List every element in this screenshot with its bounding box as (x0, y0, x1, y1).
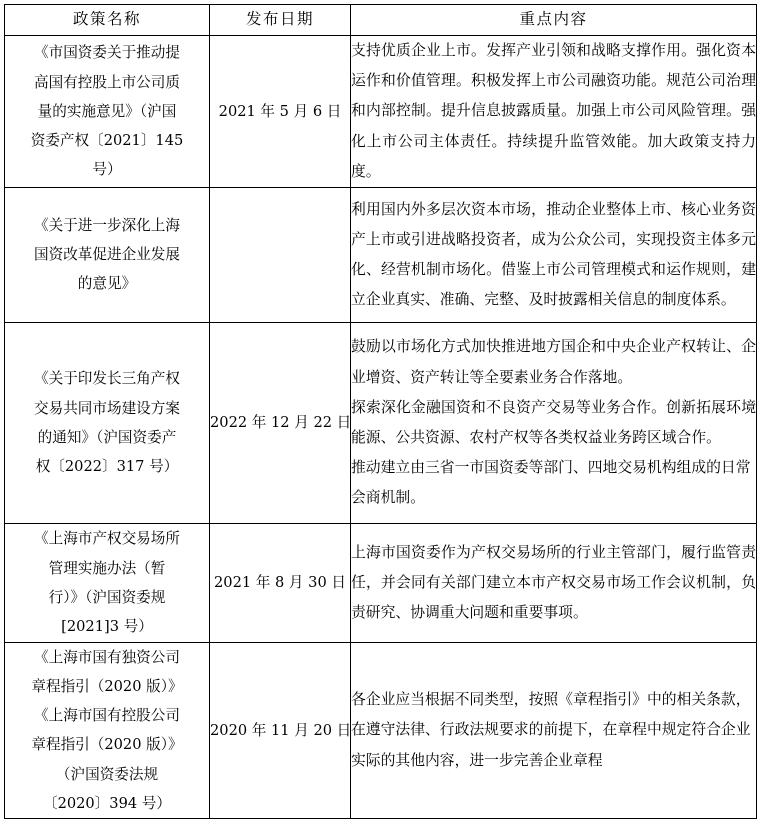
policy-name-cell (5, 36, 210, 188)
policy-name-line: 《关于进一步深化上海 (34, 217, 180, 235)
key-content-cell (351, 322, 757, 523)
key-content-cell (351, 642, 757, 818)
key-content-paragraph: 鼓励以市场化方式加快推进地方国企和中央企业产权转让、企业增资、资产转让等全要素业务合作落地。 (351, 338, 756, 386)
policy-name-cell (5, 187, 210, 322)
policy-name-line: 《关于印发长三角产权 (34, 370, 180, 388)
column-header-policy-name (5, 5, 210, 36)
policy-name-line: 国资改革促进企业发展 (34, 246, 180, 264)
key-content-cell (351, 36, 757, 188)
policy-name-line: [2021]3 号） (61, 618, 153, 636)
column-header-key-content (351, 5, 757, 36)
policy-name-line: （沪国资委法规 (55, 765, 159, 783)
key-content-cell (351, 523, 757, 642)
policy-name-line: 《上海市国有独资公司 (34, 648, 180, 666)
policy-name-line: 章程指引（2020 版）》 (31, 678, 183, 696)
policy-name-cell (5, 322, 210, 523)
policy-name-line: 章程指引（2020 版）》 (31, 736, 183, 754)
column-header-release-date-label: 发布日期 (245, 10, 314, 29)
policy-name-line: 《上海市国有控股公司 (34, 707, 180, 725)
policy-name-cell (5, 523, 210, 642)
policy-table (4, 4, 757, 819)
table-row (5, 523, 757, 642)
policy-name-cell (5, 642, 210, 818)
table-body (5, 36, 757, 819)
policy-name-line: 的意见》 (77, 275, 137, 293)
table-header (5, 5, 757, 36)
key-content-paragraph: 推动建立由三省一市国资委等部门、四地交易机构组成的日常会商机制。 (351, 459, 751, 507)
column-header-release-date (210, 5, 351, 36)
key-content-paragraph: 支持优质企业上市。发挥产业引领和战略支撑作用。强化资本运作和价值管理。积极发挥上市公司融资功能。规范公司治理和内部控制。提升信息披露质量。加强上市公司风险管理。强化上市公司主体责任。持续提升监管效能。加大政策支持力度。 (351, 42, 756, 180)
table-header-row (5, 5, 757, 36)
table-row (5, 642, 757, 818)
policy-name-line: 量的实施意见》（沪国 (37, 102, 177, 120)
policy-name-line: 高国有控股上市公司质 (34, 73, 180, 91)
release-date-cell: 2020 年 11 月 20 日 (210, 642, 351, 818)
key-content-paragraph: 上海市国资委作为产权交易场所的行业主管部门，履行监管责任，并会同有关部门建立本市产权交易市场工作会议机制，负责研究、协调重大问题和重要事项。 (351, 543, 756, 621)
key-content-cell (351, 187, 757, 322)
policy-name-line: 的通知》（沪国资委产 (37, 428, 177, 446)
policy-name-line: 《上海市产权交易场所 (34, 530, 180, 548)
column-header-policy-name-label: 政策名称 (72, 10, 141, 29)
policy-name-line: 号） (92, 161, 122, 179)
table-row (5, 187, 757, 322)
policy-name-line: 交易共同市场建设方案 (34, 399, 180, 417)
release-date-cell: 2021 年 8 月 30 日 (210, 523, 351, 642)
table-row (5, 36, 757, 188)
key-content-paragraph: 利用国内外多层次资本市场，推动企业整体上市、核心业务资产上市或引进战略投资者，成为公众公司，实现投资主体多元化、经营机制市场化。借鉴上市公司管理模式和运作规则，建立企业真实、准确、完整、及时披露相关信息的制度体系。 (351, 200, 756, 309)
key-content-paragraph: 各企业应当根据不同类型，按照《章程指引》中的相关条款，在遵守法律、行政法规要求的前提下，在章程中规定符合企业实际的其他内容，进一步完善企业章程 (351, 691, 751, 769)
policy-name-line: 《市国资委关于推动提 (34, 44, 180, 62)
policy-name-line: 资委产权〔2021〕145 (30, 132, 184, 150)
release-date-cell: 2022 年 12 月 22 日 (210, 322, 351, 523)
policy-name-line: 管理实施办法（暂 (48, 559, 166, 577)
release-date-cell (210, 187, 351, 322)
release-date-cell: 2021 年 5 月 6 日 (210, 36, 351, 188)
key-content-paragraph: 探索深化金融国资和不良资产交易等业务合作。创新拓展环境能源、公共资源、农村产权等各类权益业务跨区域合作。 (351, 398, 756, 446)
column-header-key-content-label: 重点内容 (519, 10, 588, 29)
table-row (5, 322, 757, 523)
policy-name-line: 〔2020〕394 号） (42, 794, 171, 812)
policy-name-line: 行）》（沪国资委规 (48, 588, 166, 606)
policy-name-line: 权〔2022〕317 号） (35, 458, 179, 476)
